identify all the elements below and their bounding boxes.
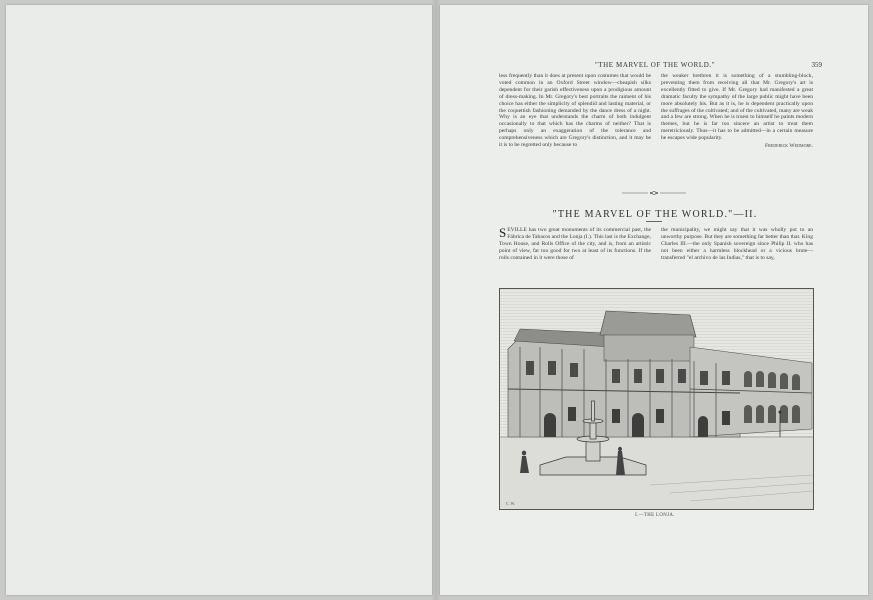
lonja-drawing [500, 289, 813, 509]
paragraph [499, 227, 651, 262]
author-signature: Frederick Wedmore. [765, 143, 813, 150]
text-column-left [499, 227, 651, 262]
artist-initials: C. W. [506, 501, 516, 506]
lonja-engraving [499, 288, 814, 510]
title-rule [646, 221, 662, 222]
text-column-right [661, 73, 813, 150]
left-page [6, 5, 432, 595]
text-column-left [499, 73, 651, 150]
previous-article-columns [499, 73, 813, 150]
article-title: "THE MARVEL OF THE WORLD."—II. [552, 209, 758, 220]
right-page [440, 5, 868, 595]
illustration-caption: I.—THE LONJA. [635, 513, 675, 518]
section-ornament [622, 190, 686, 196]
paragraph-text: EVILLE has two great monuments of its commercial past, the Fábrica de Tabacos and the Lonja (I.). This last is the Exchange, Town House, and Rolls Office of the city, and is, from an artistic point of view, far too good for two at least of its functions. If the rolls contained in it were those of [499, 227, 651, 261]
scan-mark: · [14, 584, 16, 589]
page-number: 359 [811, 61, 822, 69]
drop-cap: S [499, 225, 507, 240]
running-head: "THE MARVEL OF THE WORLD." [594, 61, 716, 69]
book-gutter [432, 0, 440, 600]
paragraph: the municipality, we might say that it was wholly put to an unworthy purpose. But they are something far better than that. King Charles III.—the only Spanish sovereign since Philip II. who has not been either a harmless blockhead or a vicious brute—transferred "el archivo de las Indias," that is to say, [661, 227, 813, 261]
article-columns [499, 227, 813, 262]
paragraph: less frequently than it does at present upon costumes that would be voted common in an Oxford Street window—cheapish silks dependent for their garish effectiveness upon a prodigious amount of dress-making. In Mr. Gregory's best portraits the raiment of his choice has either the simplicity of splendid and lasting material, or the coquettish fashioning demanded by the dance dress of a night. Why is an eye that understands the charm of both indulgent occasionally to that which has the charms of neither? That is perhaps only an exaggeration of the tolerance and comprehensiveness which are Gregory's distinction, and it may be it is to be regretted only because to [499, 73, 651, 149]
paragraph: the weaker brethren it is something of a stumbling-block, preventing them from receiving all that Mr. Gregory's art is excellently fitted to give. If Mr. Gregory had manifested a great dramatic faculty the sympathy of the large public might have been more absolutely his. But as it is, he is dependent practically upon the suffrages of the cultivated; and of the cultivated, many are weak and a few are strong. When he is truest to himself he paints modern themes, but he is far too sincere an artist to treat them meretriciously. Thus—it has to be admitted—in a certain measure he escapes wide popularity. [661, 73, 813, 142]
text-column-right [661, 227, 813, 262]
